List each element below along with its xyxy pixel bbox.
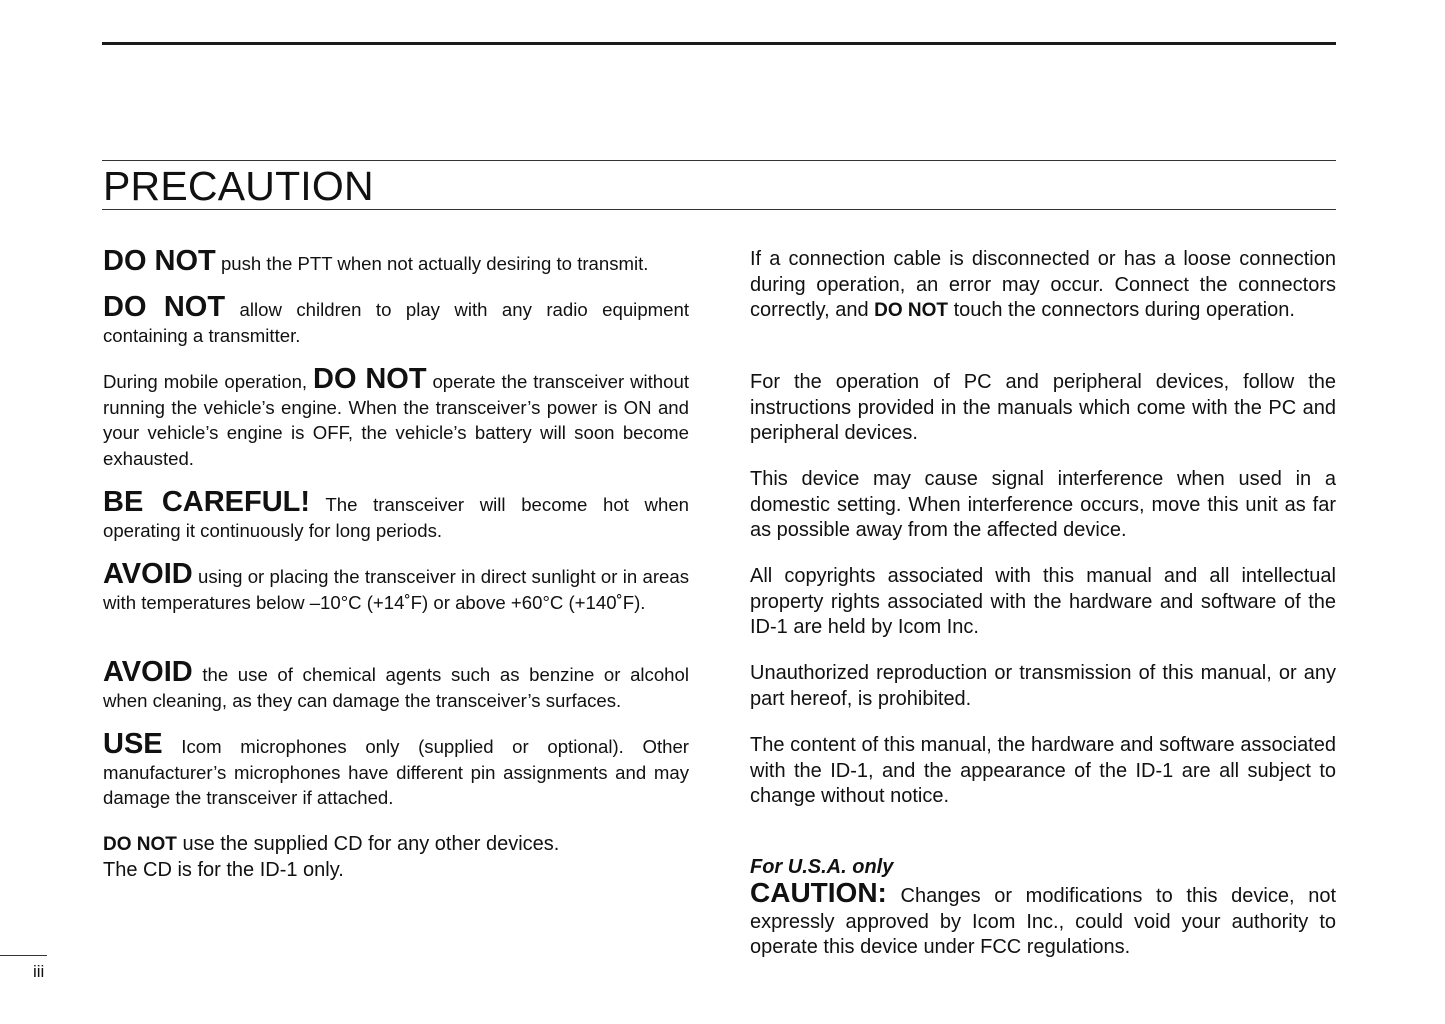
warning-lead: USE bbox=[103, 728, 163, 760]
warning-text: allow children to play with any radio equipment containing a transmitter. bbox=[103, 299, 689, 346]
warning-lead: DO NOT bbox=[103, 245, 216, 277]
notice-reproduction bbox=[750, 661, 1336, 712]
notice-pc-peripherals bbox=[750, 370, 1336, 447]
notice-bold: DO NOT bbox=[874, 300, 949, 322]
notice-text: This device may cause signal interference when used in a domestic setting. When interference occurs, move this unit as far as possible away from the affected device. bbox=[750, 468, 1336, 542]
warning-lead: BE CAREFUL! bbox=[103, 486, 311, 518]
caution-text: Changes or modifications to this device, not expressly approved by Icom Inc., could void your authority to operate this device under FCC regulations. bbox=[750, 885, 1336, 959]
notice-text: For the operation of PC and peripheral devices, follow the instructions provided in the manuals which come with the PC and peripheral devices. bbox=[750, 371, 1336, 445]
precaution-ptt bbox=[103, 245, 689, 277]
page-title: PRECAUTION bbox=[103, 163, 374, 209]
warning-text: use the supplied CD for any other devices. bbox=[176, 833, 560, 855]
page-number: iii bbox=[33, 962, 45, 981]
notice-interference bbox=[750, 467, 1336, 544]
warning-text: using or placing the transceiver in direct sunlight or in areas with temperatures below –10°C (+14˚F) or above +60°C (+140˚F). bbox=[103, 566, 689, 613]
notice-text: The content of this manual, the hardware and software associated with the ID-1, and the appearance of the ID-1 are all subject to change without notice. bbox=[750, 734, 1336, 808]
warning-text: push the PTT when not actually desiring to transmit. bbox=[215, 253, 649, 274]
notice-text: If a connection cable is disconnected or has a loose connection during operation, an error may occur. Connect the connectors correctly, and bbox=[750, 248, 1336, 322]
warning-lead: DO NOT bbox=[103, 834, 177, 855]
warning-lead: AVOID bbox=[103, 656, 193, 688]
precaution-temperature bbox=[103, 558, 689, 615]
header-rule bbox=[102, 42, 1336, 45]
precaution-hot bbox=[103, 486, 690, 543]
precaution-children bbox=[103, 291, 689, 348]
footer-rule bbox=[0, 955, 47, 956]
precaution-mobile-operation bbox=[103, 363, 689, 471]
precaution-chemicals bbox=[103, 656, 689, 713]
warning-text: operate the transceiver without running the vehicle’s engine. When the transceiver’s power is ON and your vehicle’s engine is OFF, the vehicle’s battery will soon become exhausted. bbox=[103, 371, 689, 469]
title-rule-bottom bbox=[102, 209, 1336, 210]
warning-text: the use of chemical agents such as benzine or alcohol when cleaning, as they can damage the transceiver’s surfaces. bbox=[103, 664, 689, 711]
notice-copyrights bbox=[750, 564, 1336, 641]
warning-text-line2: The CD is for the ID-1 only. bbox=[103, 858, 344, 881]
notice-text: Unauthorized reproduction or transmission of this manual, or any part hereof, is prohibited. bbox=[750, 662, 1336, 710]
notice-content-change bbox=[750, 733, 1336, 810]
warning-lead: DO NOT bbox=[313, 363, 427, 395]
warning-text: The transceiver will become hot when operating it continuously for long periods. bbox=[103, 494, 690, 541]
usa-only-heading: For U.S.A. only bbox=[750, 856, 894, 878]
fcc-caution bbox=[750, 877, 1336, 961]
warning-lead: AVOID bbox=[103, 558, 193, 590]
precaution-cd bbox=[103, 832, 689, 883]
notice-text: All copyrights associated with this manual and all intellectual property rights associated with the hardware and software of the ID-1 are held by Icom Inc. bbox=[750, 565, 1336, 639]
warning-text: Icom microphones only (supplied or optional). Other manufacturer’s microphones have different pin assignments and may damage the transceiver if attached. bbox=[103, 736, 689, 808]
notice-text: touch the connectors during operation. bbox=[948, 299, 1295, 322]
warning-lead: DO NOT bbox=[103, 291, 226, 323]
precaution-microphones bbox=[103, 728, 689, 811]
caution-lead: CAUTION: bbox=[750, 877, 887, 908]
warning-prefix: During mobile operation, bbox=[103, 371, 314, 392]
title-rule-top bbox=[102, 160, 1336, 161]
notice-connection-cable bbox=[750, 247, 1336, 324]
